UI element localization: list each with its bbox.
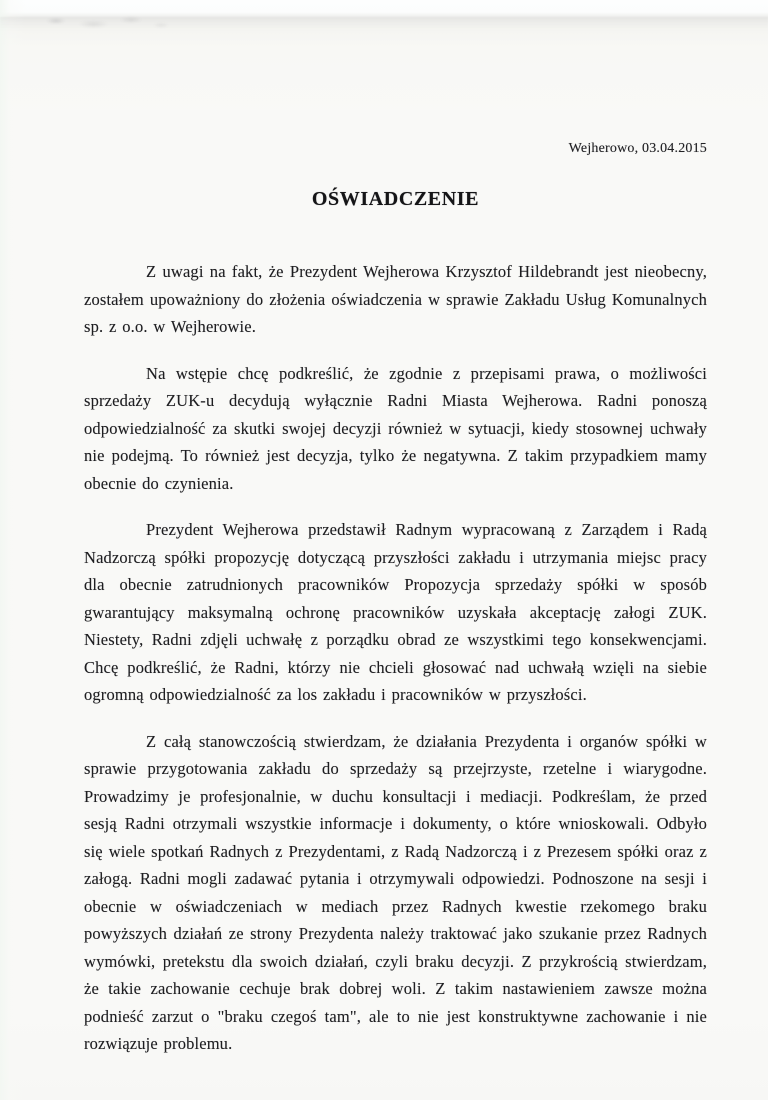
paragraph-1: Z uwagi na fakt, że Prezydent Wejherowa Krzysztof Hildebrandt jest nieobecny, zostałem upoważniony do złożenia oświadczenia w sprawie Zakładu Usług Komunalnych sp. z o.o. w Wejherowie. xyxy=(84,262,707,336)
document-title: OŚWIADCZENIE xyxy=(311,188,480,210)
paragraph-4: Z całą stanowczością stwierdzam, że działania Prezydenta i organów spółki w sprawie przygotowania zakładu do sprzedaży są przejrzyste, rzetelne i wiarygodne. Prowadzimy je profesjonalnie, w duchu konsultacji i mediacji. Podkreślam, że przed sesją Radni otrzymali wszystkie informacje i dokumenty, o które wnioskowali. Odbyło się wiele spotkań Radnych z Prezydentami, z Radą Nadzorczą i z Prezesem spółki oraz z załogą. Radni mogli zadawać pytania i otrzymywali odpowiedzi. Podnoszone na sesji i obecnie w oświadczeniach w mediach przez Radnych kwestie rzekomego braku powyższych działań ze strony Prezydenta należy traktować jako szukanie przez Radnych wymówki, pretekstu dla swoich działań, czyli braku decyzji. Z przykrością stwierdzam, że takie zachowanie cechuje brak dobrej woli. Z takim nastawieniem zawsze można podnieść zarzut o "braku czegoś tam", ale to nie jest konstruktywne zachowanie i nie rozwiązuje problemu. xyxy=(84,731,707,1053)
document-body xyxy=(84,258,707,1058)
dateline: Wejherowo, 03.04.2015 xyxy=(568,141,707,156)
document-content xyxy=(84,140,707,1077)
paragraph-2: Na wstępie chcę podkreślić, że zgodnie z przepisami prawa, o możliwości sprzedaży ZUK-u decydują wyłącznie Radni Miasta Wejherowa. Radni ponoszą odpowiedzialność za skutki swojej decyzji również w sytuacji, kiedy stosownej uchwały nie podejmą. To również jest decyzja, tylko że negatywna. Z takim przypadkiem mamy obecnie do czynienia. xyxy=(84,363,707,493)
pencil-smudge-artifact xyxy=(26,12,176,34)
paragraph-3: Prezydent Wejherowa przedstawił Radnym wypracowaną z Zarządem i Radą Nadzorczą spółki propozycję dotyczącą przyszłości zakładu i utrzymania miejsc pracy dla obecnie zatrudnionych pracowników Propozycja sprzedaży spółki w sposób gwarantujący maksymalną ochronę pracowników uzyskała akceptację załogi ZUK. Niestety, Radni zdjęli uchwałę z porządku obrad ze wszystkimi tego konsekwencjami. Chcę podkreślić, że Radni, którzy nie chcieli głosować nad uchwałą wzięli na siebie ogromną odpowiedzialność za los zakładu i pracowników w przyszłości. xyxy=(84,520,707,704)
